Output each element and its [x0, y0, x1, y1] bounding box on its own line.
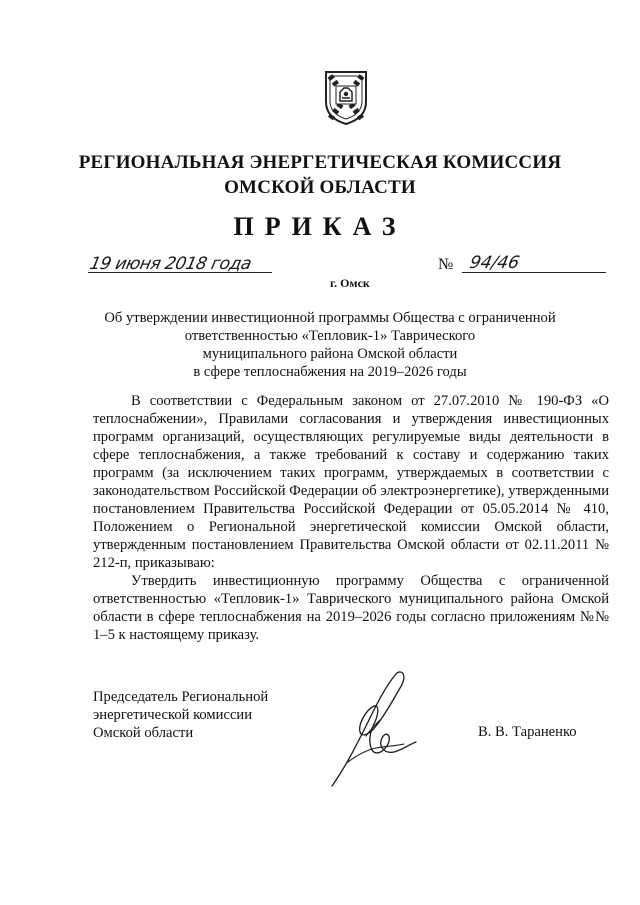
subject-line: Об утверждении инвестиционной программы Общества с ограниченной — [104, 310, 556, 326]
document-city: г. Омск — [330, 276, 370, 290]
signer-title-line: энергетической комиссии — [93, 707, 253, 723]
organization-name-line-2: ОМСКОЙ ОБЛАСТИ — [224, 177, 416, 198]
subject-line: в сфере теплоснабжения на 2019–2026 годы — [193, 364, 467, 380]
document-subject — [60, 309, 600, 381]
signer-title-line: Председатель Региональной — [93, 689, 269, 705]
subject-line: ответственностью «Тепловик-1» Таврического — [184, 328, 476, 344]
number-sign: № — [438, 256, 454, 273]
signer-name: В. В. Тараненко — [478, 724, 577, 740]
body-paragraph-basis: В соответствии с Федеральным законом от 27.07.2010 № 190-ФЗ «О теплоснабжении», Правилами согласования и утверждения инвестиционных программ организаций, осуществляющих регулируемые виды деятельности в сфере теплоснабжения, а также требований к составу и содержанию таких программ (за исключением таких программ, утверждаемых в соответствии с законодательством Российской Федерации об электроэнергетике), утвержденными постановлением Правительства Российской Федерации от 05.05.2014 № 410, Положением о Региональной энергетической комиссии Омской области, утвержденным постановлением Правительства Омской области от 02.11.2011 № 212-п, приказываю: — [93, 393, 609, 571]
body-paragraph-order: Утвердить инвестиционную программу Общества с ограниченной ответственностью «Тепловик-1» Таврического муниципального района Омской области в сфере теплоснабжения на 2019–2026 годы согласно приложениям №№ 1–5 к настоящему приказу. — [93, 573, 609, 643]
number-underline — [462, 272, 606, 273]
subject-line: муниципального района Омской области — [202, 346, 458, 362]
coat-of-arms-icon — [322, 68, 370, 126]
organization-name-line-1: РЕГИОНАЛЬНАЯ ЭНЕРГЕТИЧЕСКАЯ КОМИССИЯ — [78, 152, 562, 173]
document-date: 19 июня 2018 года — [87, 254, 253, 274]
document-body — [93, 392, 609, 644]
date-underline — [88, 272, 272, 273]
document-type-title: ПРИКАЗ — [233, 212, 407, 241]
signature-icon — [326, 666, 422, 792]
signer-title-line: Омской области — [93, 725, 194, 741]
signer-title — [93, 688, 268, 742]
document-number: 94/46 — [467, 253, 522, 273]
